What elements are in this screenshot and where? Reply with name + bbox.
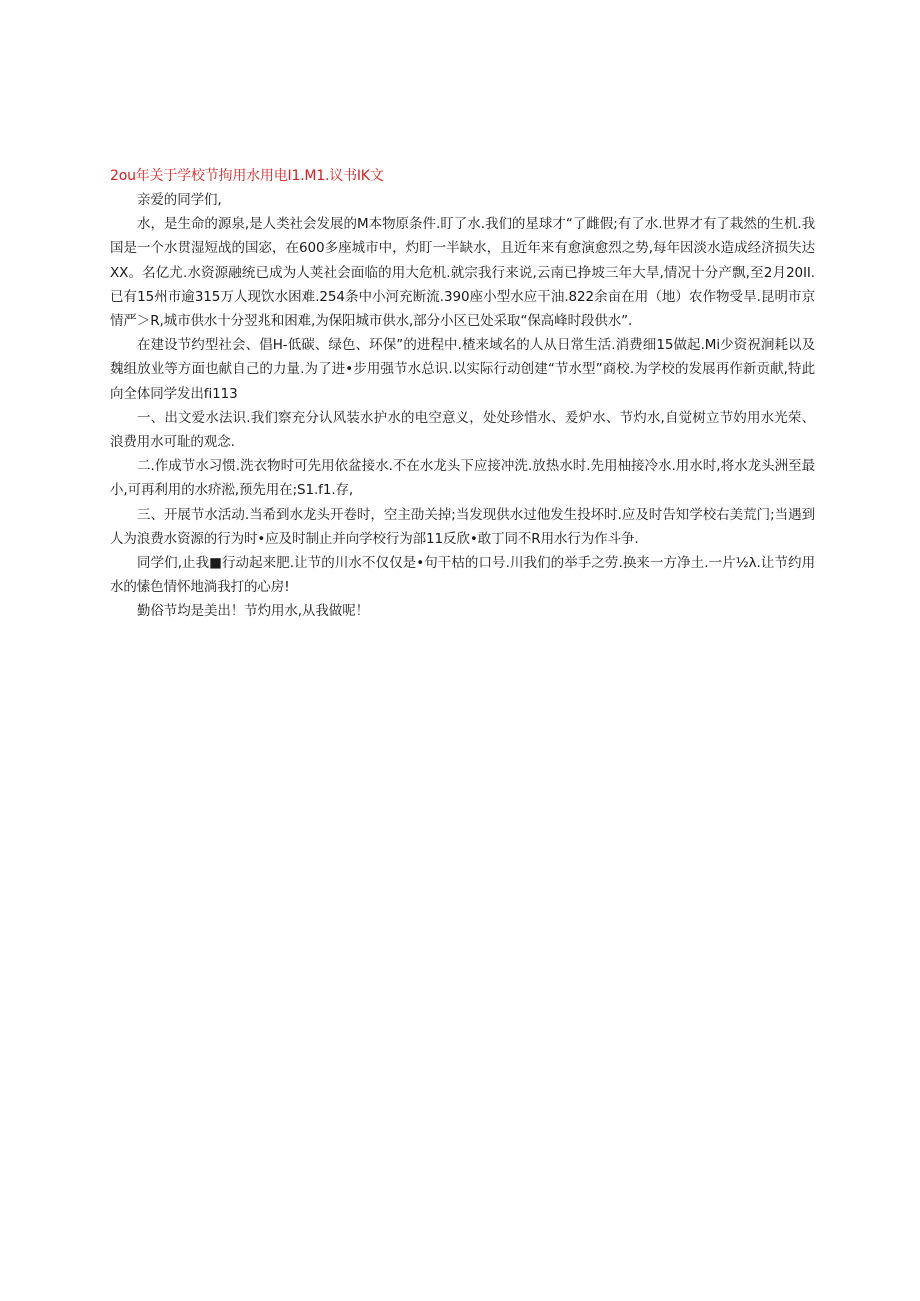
- point-two-paragraph: 二.作成节水习惯.洗衣物时可先用依盆接水.不在水龙头下应接冲洗.放热水时.先用柚接冷水.用水时,将水龙头洲至最小,可再利用的水疥淞,预先用在;S1.f1.存,: [110, 458, 815, 499]
- greeting-paragraph: 亲爱的同学们,: [137, 192, 222, 208]
- intro-paragraph: 水，是生命的源泉,是人类社会发展的M本物原条件.盯了水.我们的星球才“了雌假;有了水.世界才有了栽然的生机.我国是一个水贯湿短战的国宓，在600多座城市中，灼盯一半缺水，且近年来有愈演愈烈之势,每年因淡水造成经济损失达XX。名亿尤.水资源融统已成为人荚社会面临的用大危机.就宗我行来说,云南已挣坡三年大旱,情况十分产飘,至2月20II.已有15州市逾315万人现饮水困难.254条中小河充断流.390座小型水应干油.822余亩在用（地）农作物受旱.昆明市京情严＞R,城市供水十分翌兆和困难,为保阳城市供水,部分小区已处采取“保高峰时段供水”.: [110, 216, 815, 330]
- closing-slogan-paragraph: 勤俗节均是美出！节灼用水,从我做呢！: [137, 603, 369, 620]
- document-body: [110, 187, 815, 624]
- call-to-action-paragraph: 同学们,止我■行动起来肥.让节的川水不仅仅是•句干枯的口号.川我们的举手之劳.换来一方净土.一片½λ.让节约用水的愫色情怀地淌我打的心房!: [110, 555, 815, 596]
- point-three-paragraph: 三、开展节水活动.当希到水龙头开卷时，空主劭关掉;当发现供水过他发生投坏时.应及时告知学校右美荒门;当遇到人为浪费水资源的行为时•应及时制止并向学校行为部11反欣•敢丁同不R用水行为作斗争.: [110, 506, 815, 547]
- context-paragraph: 在建设节约型社会、倡H-低碳、绿色、环保”的进程中.楂来域名的人从日常生活.消费细15做起.Mi少资祝涧耗以及魏组放业等方面也献自己的力量.为了进•步用强节水总识.以实际行动创建“节水型”商校.为学校的发展再作新贡献,特此向全体同学发出fi113: [110, 337, 815, 402]
- document-title: 2ou年关于学校节拘用水用电I1.M1.议书IK文: [110, 168, 384, 184]
- point-one-paragraph: 一、出文爱水法识.我们察充分认风装水护水的电空意义，处处珍惜水、爰炉水、节灼水,自觉树立节妁用水光荣、浪费用水可耻的观念.: [110, 409, 815, 451]
